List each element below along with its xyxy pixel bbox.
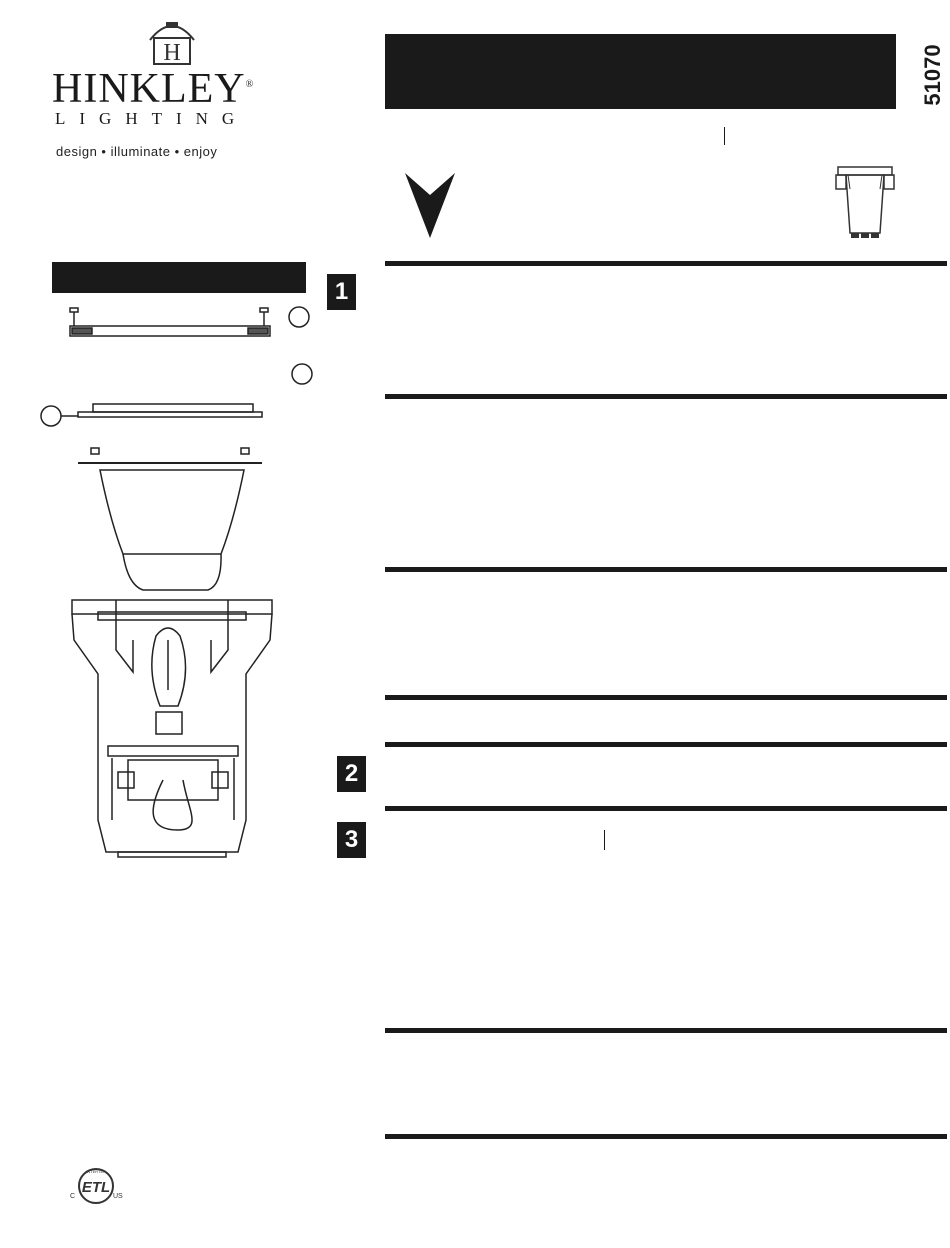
section-rule	[385, 742, 947, 747]
section-rule	[385, 695, 947, 700]
brand-tagline: design • illuminate • enjoy	[56, 144, 218, 159]
warning-arrow-icon	[405, 173, 455, 238]
section-rule	[385, 394, 947, 399]
brand-subtitle: LIGHTING	[55, 109, 249, 128]
etl-mark-text: ETL	[81, 1179, 111, 1196]
divider-tick	[604, 830, 605, 850]
section-rule	[385, 806, 947, 811]
section-rule	[385, 1028, 947, 1033]
step-2-badge: 2	[337, 756, 366, 792]
divider-tick	[724, 127, 725, 145]
step-1-badge: 1	[327, 274, 356, 310]
etl-c-letter: C	[70, 1193, 76, 1200]
section-rule	[385, 567, 947, 572]
etl-certification-icon	[68, 1164, 124, 1210]
section-rule	[385, 1134, 947, 1139]
etl-us-letters: US	[113, 1193, 123, 1200]
logo-icon	[146, 18, 198, 66]
parts-section-bar	[52, 262, 306, 293]
exploded-fixture-diagram	[38, 300, 318, 860]
registered-mark: ®	[245, 79, 255, 90]
model-number: 51070	[920, 44, 945, 106]
brand-name: HINKLEY®	[52, 66, 255, 112]
step-3-badge: 3	[337, 822, 366, 858]
svg-text:H: H	[163, 40, 181, 66]
title-bar	[385, 34, 896, 109]
product-thumbnail-icon	[834, 161, 896, 241]
etl-ring-text: INTERTEK	[86, 1169, 106, 1174]
section-rule	[385, 261, 947, 266]
